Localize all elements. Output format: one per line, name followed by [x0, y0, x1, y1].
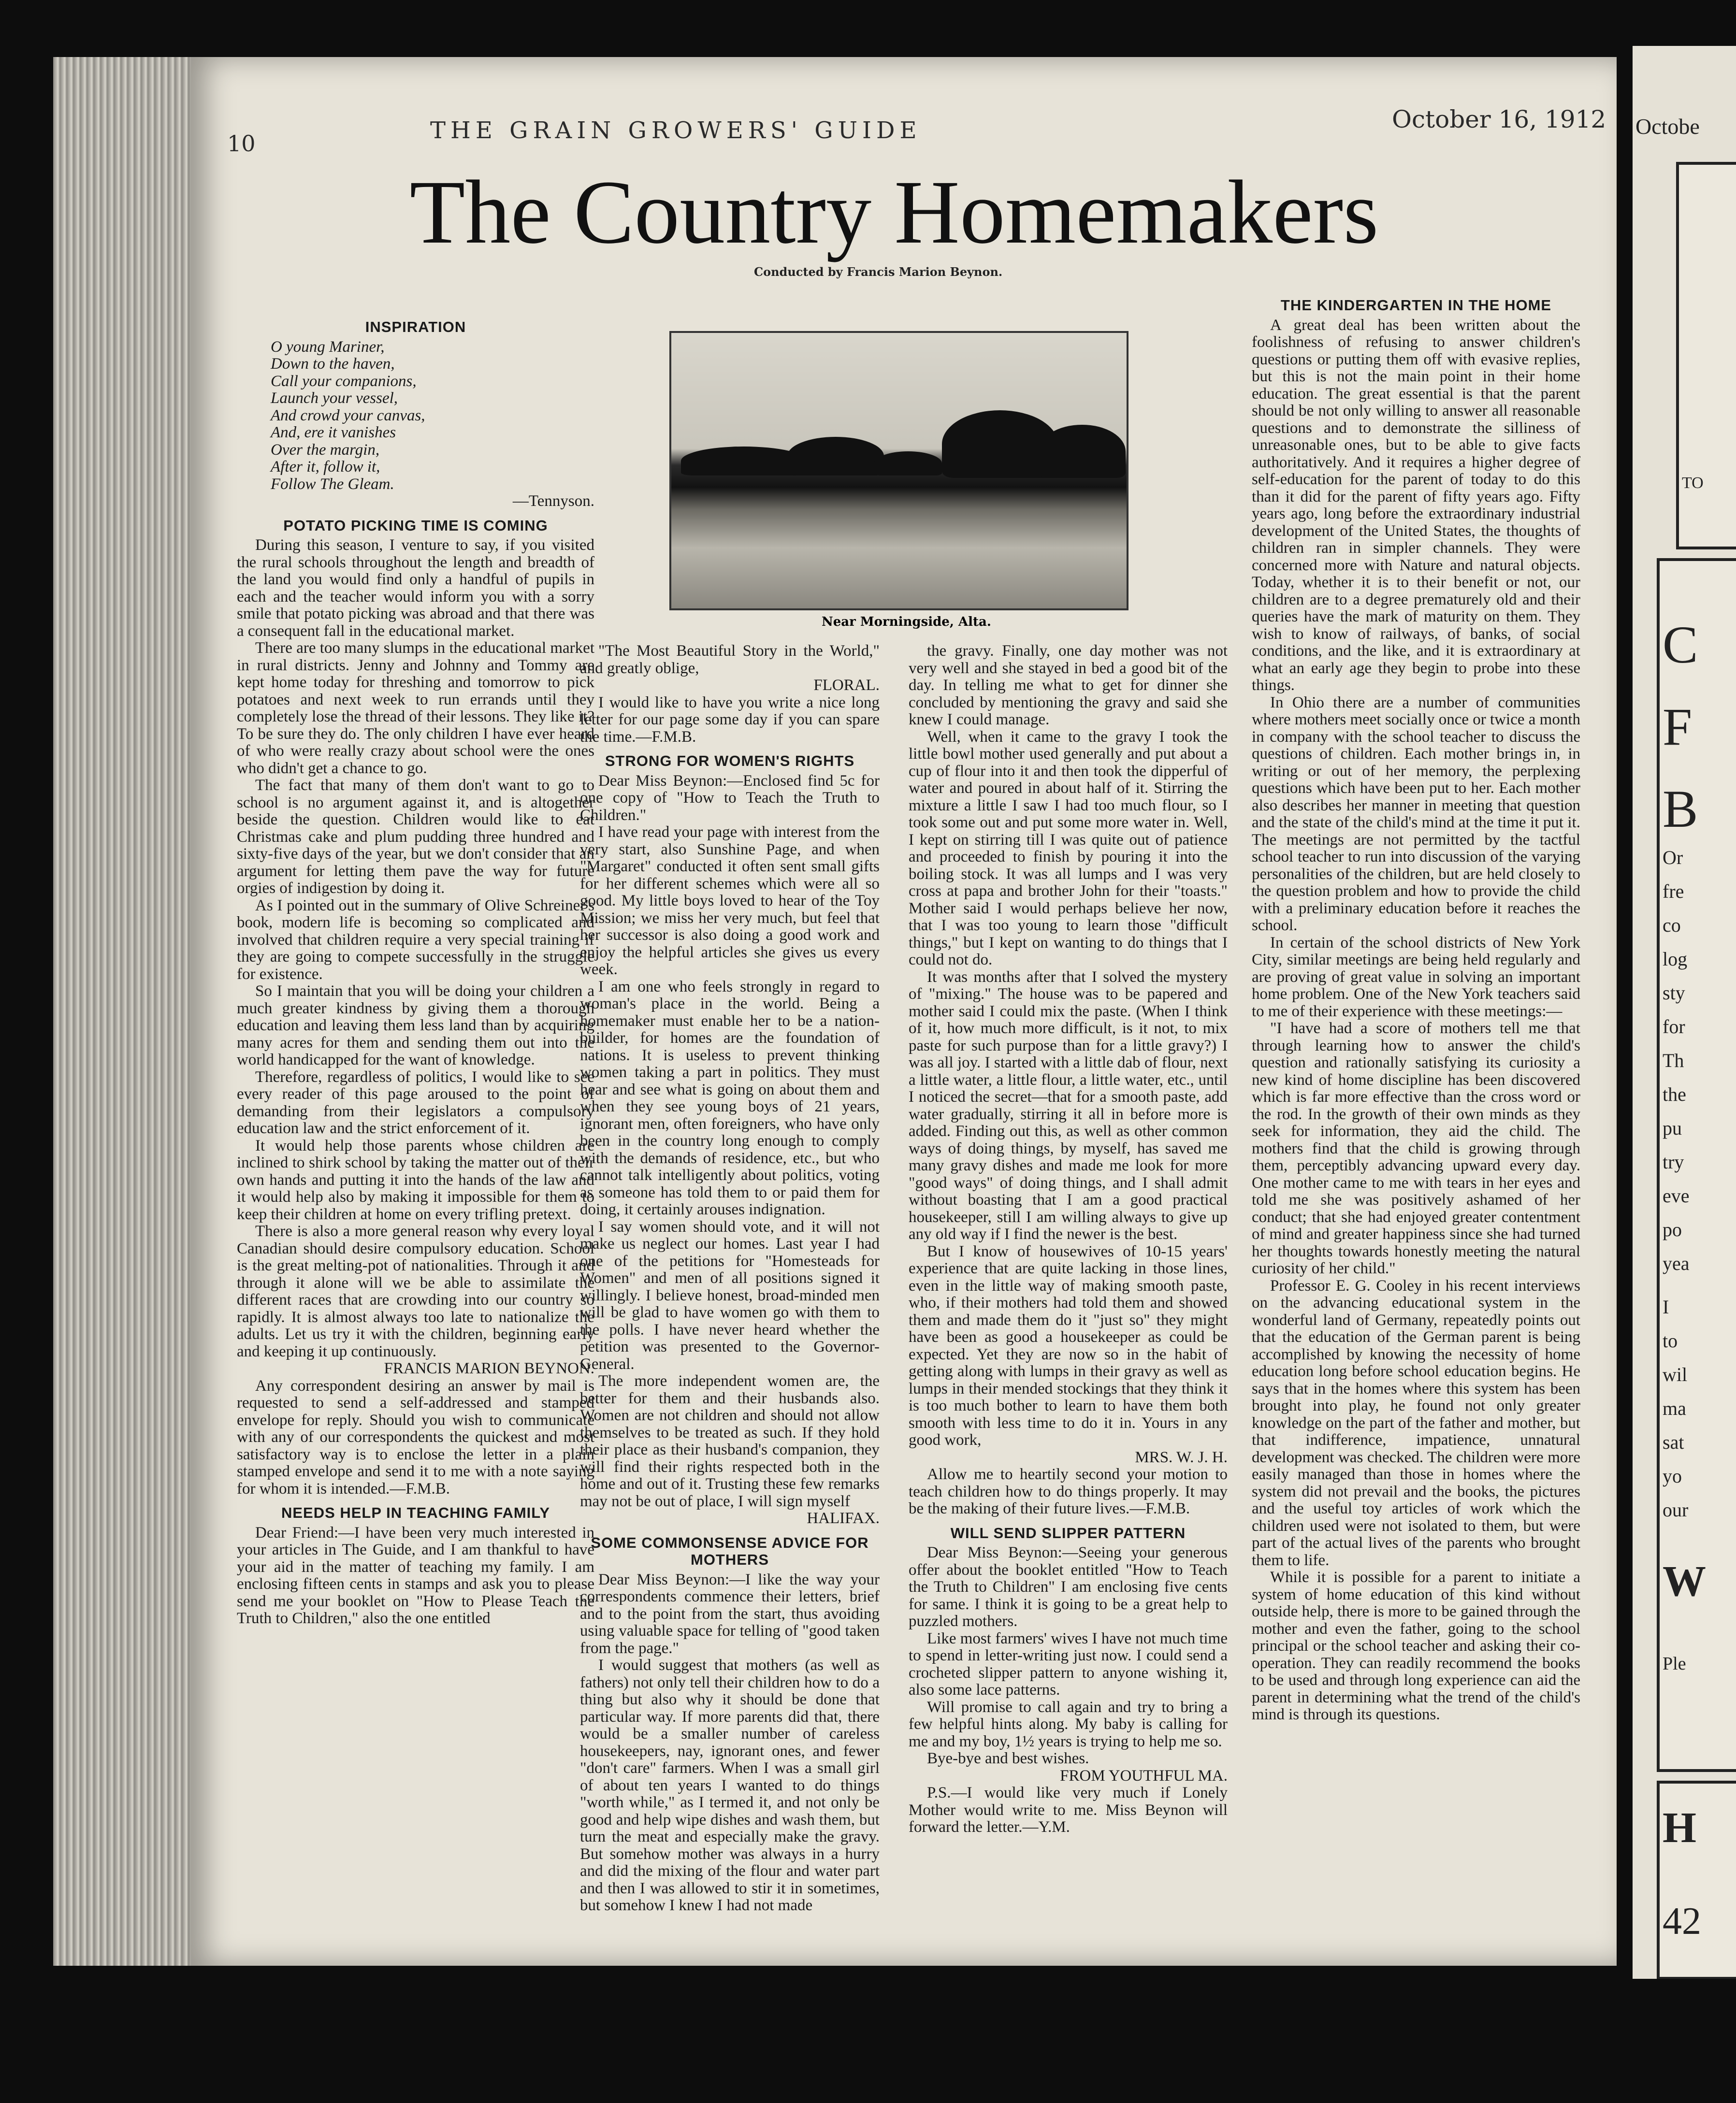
ad-text: eve	[1663, 1185, 1690, 1207]
article-heading: STRONG FOR WOMEN'S RIGHTS	[605, 752, 855, 769]
ad-text: Th	[1663, 1050, 1684, 1071]
article-heading: NEEDS HELP IN TEACHING FAMILY	[281, 1504, 550, 1521]
paragraph: It was months after that I solved the mystery of "mixing." The house was to be papered and mother said I could mix the paste. (When I think of it, how much more difficult, is it not, to mix paste for such purpose than for a little gravy?) I was all joy. I started with a little dab of flour, next a little water, a little flour, a little water, etc., until I noticed the secret—that for a smooth paste, add water gradually, stirring it all in before more is added. Finding out this, as well as other common ways of doing things, by myself, has saved me many gravy dishes and made me look for more "good ways" of doing things, and I shall admit without boasting that I am a good practical housekeeper, still I am willing always to give up any old way if I find the newer is the best.	[909, 968, 1228, 1243]
ad-text: Ple	[1663, 1654, 1686, 1674]
photo-caption: Near Morningside, Alta.	[822, 615, 991, 629]
ad-text: for	[1663, 1016, 1685, 1037]
ad-text: the	[1663, 1083, 1686, 1105]
poem-line: Down to the haven,	[271, 355, 395, 373]
paragraph: In Ohio there are a number of communities where mothers meet socially once or twice a month in company with the school teacher to discuss the questions of children. Each mother brings in, in writing or out of her memory, the perplexing questions which have been put to her. Each mother also describes her manner in meeting that question and the state of the child's mind at the time it put it. The meetings are not permitted by the tactful school teacher to run into discussion of the varying personalities of the children, but are held closely to the question problem and how to provide the child with a preliminary education before it reaches the school.	[1252, 693, 1580, 934]
ad-text: sty	[1663, 982, 1685, 1004]
paragraph: P.S.—I would like very much if Lonely Mother would write to me. Miss Beynon will forward the letter.—Y.M.	[909, 1784, 1228, 1836]
paragraph: As I pointed out in the summary of Olive Schreiner's book, modern life is becoming so complicated and involved that children require a very special training if they are going to compete successfully in the struggle for existence.	[237, 896, 594, 983]
signature: FROM YOUTHFUL MA.	[1060, 1767, 1228, 1785]
column-4	[1252, 290, 1580, 1724]
landscape-photo	[669, 331, 1128, 610]
paragraph: I have read your page with interest from the very start, also Sunshine Page, and when "Margaret" conducted it often sent small gifts for her different schemes which were all so good. My little boys loved to hear of the Toy Mission; we miss her very much, but feel that her successor is also doing a good work and enjoy the helpful articles she gives us every week.	[580, 823, 880, 978]
issue-date: October 16, 1912	[1392, 105, 1606, 133]
poem-author: —Tennyson.	[512, 492, 594, 510]
paragraph: So I maintain that you will be doing your children a much greater kindness by giving them a thorough education and leaving them less land than by acquiring many acres for them and sending them out into the world handicapped for the want of knowledge.	[237, 982, 594, 1068]
paragraph: While it is possible for a parent to initiate a system of home education of this kind without outside help, there is more to be gained through the mother and even the father, going to the school principal or the school teacher and asking their co-operation. They can readily recommend the books to be used and through long experience can aid the parent in determining what the trend of the child's mind is through its questions.	[1252, 1569, 1580, 1723]
ad-text: sat	[1663, 1431, 1684, 1453]
column-3	[909, 643, 1228, 1836]
paragraph: Any correspondent desiring an answer by mail is requested to send a self-addressed and stamped envelope for reply. Should you wish to communicate with any of our correspondents the quickest and most satisfactory way is to enclose the letter in a plain stamped envelope and send it to me with a note saying for whom it is intended.—F.M.B.	[237, 1377, 594, 1498]
paragraph: It would help those parents whose children are inclined to shirk school by taking the matter out of their own hands and putting it into the hands of the law and it would help also by making it impossible for them to keep their children at home on every trifling pretext.	[237, 1137, 594, 1223]
article-heading: SOME COMMONSENSE ADVICE FOR MOTHERS	[591, 1534, 869, 1568]
paragraph: During this season, I venture to say, if you visited the rural schools throughout the length and breadth of the land you would find only a handful of pupils in each and the teacher would inform you with a sorry smile that potato picking was abroad and that there was a consequent fall in the educational market.	[237, 536, 594, 640]
paragraph: Like most farmers' wives I have not much time to spend in letter-writing just now. I could send a crocheted slipper pattern to anyone wishing it, also some lace patterns.	[909, 1629, 1228, 1699]
poem-line: Launch your vessel,	[271, 389, 398, 407]
signature: MRS. W. J. H.	[1135, 1448, 1228, 1466]
signature: HALIFAX.	[807, 1510, 880, 1527]
ad-box	[1657, 1781, 1736, 1979]
article-heading: THE KINDERGARTEN IN THE HOME	[1280, 297, 1552, 314]
ad-text: co	[1663, 914, 1681, 936]
article-heading: POTATO PICKING TIME IS COMING	[283, 517, 548, 534]
paragraph: the gravy. Finally, one day mother was not very well and she stayed in bed a good bit of the day. In telling me what to get for dinner she concluded by mentioning the gravy and said she knew I could manage.	[909, 642, 1228, 728]
ad-text: F	[1663, 697, 1693, 756]
publication-title: THE GRAIN GROWERS' GUIDE	[430, 117, 922, 144]
paragraph: "The Most Beautiful Story in the World," and greatly oblige,	[580, 642, 880, 677]
ad-box	[1676, 162, 1736, 549]
paragraph: Dear Friend:—I have been very much interested in your articles in The Guide, and I am thankful to have your aid in the matter of teaching my family. I am enclosing fifteen cents in stamps and ask you to please send me your booklet on "How to Please Teach the Truth to Children," also the one entitled	[237, 1524, 594, 1627]
poem-line: And, ere it vanishes	[271, 424, 396, 441]
poem-line: O young Mariner,	[271, 338, 385, 356]
paragraph: The fact that many of them don't want to go to school is no argument against it, and is altogether beside the question. Children would like to eat Christmas cake and plum pudding three hundred and sixty-five days of the year, but we don't consider that an argument for letting them pave the way for future orgies of indigestion by doing it.	[237, 777, 594, 897]
ad-text: try	[1663, 1151, 1684, 1173]
ad-text: fre	[1663, 880, 1684, 902]
ad-text: wil	[1663, 1364, 1688, 1385]
ad-text: I	[1663, 1296, 1669, 1318]
paragraph: There is also a more general reason why every loyal Canadian should desire compulsory education. School is the great melting-pot of nationalities. Through it and through it alone will we be able to assimilate the different races that are crowding into our country so rapidly. It is almost always too late to nationalize the adults. Let us try it with the children, beginning early and keeping it up continuously.	[237, 1223, 594, 1360]
poem-line: Follow The Gleam.	[271, 475, 394, 493]
ad-text: po	[1663, 1219, 1682, 1240]
ad-text: ma	[1663, 1397, 1686, 1419]
paragraph: Dear Miss Beynon:—Seeing your generous offer about the booklet entitled "How to Teach the Truth to Children" I am enclosing five cents for same. I think it is going to be a great help to puzzled mothers.	[909, 1544, 1228, 1630]
column-1	[237, 312, 594, 1628]
ad-text: our	[1663, 1499, 1689, 1521]
paragraph: There are too many slumps in the educational market in rural districts. Jenny and Johnny and Tommy are kept home today for threshing and tomorrow to pick potatoes and next week to run errands until they completely lose the thread of their lessons. They like it? To be sure they do. The only children I have ever heard of who were really crazy about school were the ones who didn't get a chance to go.	[237, 639, 594, 777]
ad-text: H	[1663, 1804, 1697, 1852]
paragraph: I would suggest that mothers (as well as fathers) not only tell their children how to do a thing but also why it should be done that particular way. If more parents did that, there would be a smaller number of careless housekeepers, nay, ignorant ones, and fewer "don't care" farmers. When I was a small girl of about ten years I wanted to do things "worth while," as I termed it, and not only be good and help wipe dishes and wash them, but turn the meat and especially make the gravy. But somehow mother was always in a hurry and did the mixing of the flour and water part and then I was allowed to stir it in sometimes, but somehow I knew I had not made	[580, 1656, 880, 1914]
paragraph: But I know of housewives of 10-15 years' experience that are quite lacking in those lines, even in the little way of making smooth paste, who, if their mothers had told them and showed them and made them do it "just so" they might have been as good a housekeeper as could be expected. Yet they are now so in the habit of getting along with lumps in their gravy as well as lumps in their mended stockings that they think it is too much bother to learn to have them both smooth with less time to do it in. Yours in any good work,	[909, 1242, 1228, 1449]
paragraph: A great deal has been written about the foolishness of refusing to answer children's questions or putting them off with evasive replies, but this is not the main point in their home education. The great essential is that the parent should be not only willing to answer all reasonable questions and to demonstrate the silliness of unreasonable ones, but to be able to give facts authoritatively. And it requires a higher degree of self-education for the parent of today to do this than it did for the parent of fifty years ago. Fifty years ago, long before the extraordinary industrial development of the United States, the thoughts of children ran in simpler channels. They were concerned more with Nature and natural objects. Today, whether it is to their benefit or not, our children are to a degree prematurely old and their queries have the mark of maturity on them. They wish to know of railways, of banks, of social conditions, and the like, and it is extraordinary at what an early age they begin to probe into these things.	[1252, 316, 1580, 694]
paragraph: I am one who feels strongly in regard to woman's place in the world. Being a homemaker must enable her to be a nation-builder, for homes are the foundation of nations. It is useless to prevent thinking women taking a part in politics. They must hear and see what is going on about them and when they see young boys of 21 years, ignorant men, often foreigners, who have only been in the country long enough to comply with the demands of residence, etc., but who cannot talk intelligently about politics, voting as someone has told them to or paid them for doing, it certainly arouses indignation.	[580, 978, 880, 1218]
paragraph: In certain of the school districts of New York City, similar meetings are being held regularly and are proving of great value in solving an important home problem. One of the New York teachers said to me of their experience with these meetings:—	[1252, 934, 1580, 1020]
poem-line: And crowd your canvas,	[271, 406, 425, 424]
ad-text: yea	[1663, 1253, 1690, 1274]
ad-box	[1657, 558, 1736, 1772]
paragraph: Well, when it came to the gravy I took the little bowl mother used generally and put about a cup of flour into it and then took the dipperful of water and poured in about half of it. Stirring the mixture a little I saw I had too much flour, so I took some out and put some more water in. Well, I kept on stirring till I was quite out of patience and proceeded to finish by pouring it into the boiling stock. It was all lumps and I was very cross at papa and brother John for their "toasts." Mother said I would perhaps believe her now, that I was too young to learn those "difficult things," but I kept on wanting to do things that I could not do.	[909, 728, 1228, 968]
paragraph: Professor E. G. Cooley in his recent interviews on the advancing educational system in the wonderful land of Germany, repeatedly points out that the education of the German parent is being accomplished by knowing the necessity of home education long before school education begins. He says that in the homes where this system has been brought into play, he found not only greater knowledge on the part of the father and mother, but that indifference, impatience, unnatural development was checked. The children were more easily managed than those in homes where the system did not prevail and the books, the pictures and the useful toy articles of work which the children used were not isolated to them, but were part of the actual lives of the parents who brought them to life.	[1252, 1277, 1580, 1569]
article-heading: WILL SEND SLIPPER PATTERN	[950, 1524, 1186, 1541]
poem-heading: INSPIRATION	[365, 318, 466, 335]
poem-line: Over the margin,	[271, 441, 380, 459]
paragraph: Therefore, regardless of politics, I would like to see every reader of this page aroused to the point of demanding from their legislators a compulsory education law and the strict enforcement of it.	[237, 1068, 594, 1137]
page-number: 10	[227, 130, 256, 157]
ad-text: Or	[1663, 847, 1683, 868]
paragraph: The more independent women are, the better for them and their husbands also. Women are not children and should not allow themselves to be treated as such. If they hold their place as their husband's companion, they will find their rights respected both in the home and out of it. Trusting these few remarks may not be out of place, I will sign myself	[580, 1372, 880, 1510]
signature: FRANCIS MARION BEYNON.	[384, 1360, 594, 1377]
ad-text: B	[1663, 779, 1698, 838]
paragraph: Will promise to call again and try to bring a few helpful hints along. My baby is calling for me and my boy, 1½ years is trying to help me so.	[909, 1698, 1228, 1750]
ad-text: yo	[1663, 1465, 1682, 1487]
paragraph: Dear Miss Beynon:—Enclosed find 5c for one copy of "How to Teach the Truth to Children."	[580, 772, 880, 824]
byline: Conducted by Francis Marion Beynon.	[754, 265, 1003, 279]
ad-text: TO	[1682, 474, 1704, 492]
facing-page	[1633, 46, 1736, 1979]
section-title: The Country Homemakers	[409, 161, 1379, 262]
ad-text: 42	[1663, 1900, 1701, 1943]
paragraph: I say women should vote, and it will not make us neglect our homes. Last year I had one of the petitions for "Homesteads for Women" and men of all positions signed it willingly. I believe honest, broad-minded men will be glad to have women go with them to the polls. I have never heard whether the petition was presented to the Governor-General.	[580, 1218, 880, 1373]
ad-text: C	[1663, 615, 1698, 674]
ad-text: to	[1663, 1330, 1678, 1352]
ad-text: W	[1663, 1557, 1706, 1605]
poem-line: Call your companions,	[271, 372, 417, 390]
signature: FLORAL.	[813, 677, 880, 694]
ad-text: log	[1663, 948, 1688, 970]
poem-line: After it, follow it,	[271, 458, 380, 475]
paragraph: "I have had a score of mothers tell me that through learning how to answer the child's question and rationally satisfying its curiosity a new kind of home discipline has been discovered which is far more effective than the cross word or the rod. In the growth of their own minds as they seek for information, they aid the child. The mothers find that the child is growing through them, perceptibly advancing upward every day. One mother came to me with tears in her eyes and told me she was positively ashamed of her conduct; that she had enjoyed greater contentment of mind and greater happiness since she had turned her thoughts towards honestly meeting the natural curiosity of her child."	[1252, 1020, 1580, 1277]
paragraph: Dear Miss Beynon:—I like the way your correspondents commence their letters, brief and to the point from the start, thus avoiding using valuable space for telling of "good taken from the page."	[580, 1570, 880, 1657]
paragraph: Bye-bye and best wishes.	[927, 1750, 1089, 1767]
column-2	[580, 643, 880, 1915]
ad-text: pu	[1663, 1117, 1682, 1139]
book-page-edges	[53, 57, 198, 1966]
facing-page-date: Octobe	[1635, 114, 1700, 139]
paragraph: I would like to have you write a nice long letter for our page some day if you can spare the time.—F.M.B.	[580, 693, 880, 746]
paragraph: Allow me to heartily second your motion to teach children how to do things properly. It may be the making of their future lives.—F.M.B.	[909, 1466, 1228, 1517]
